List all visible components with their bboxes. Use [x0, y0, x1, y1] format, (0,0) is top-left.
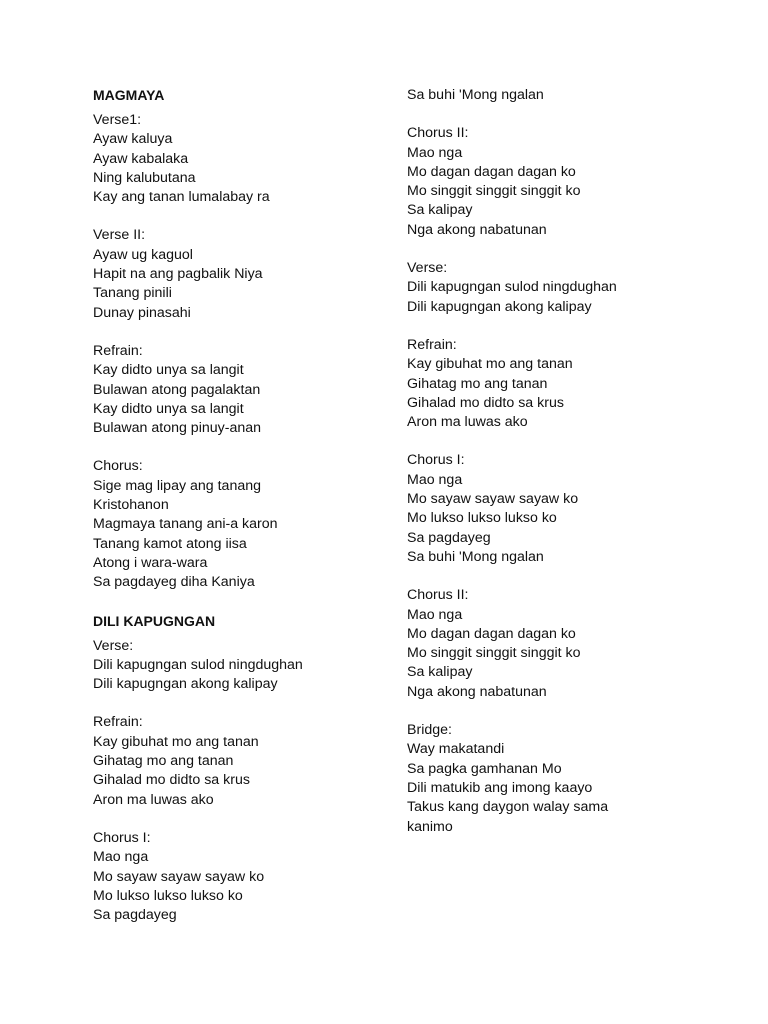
lyric-line: Dili kapugngan sulod ningdughan: [407, 279, 617, 296]
lyric-line: Ayaw kabalaka: [93, 150, 189, 167]
right-column: [407, 86, 707, 856]
lyric-line: Gihatag mo ang tanan: [93, 753, 234, 770]
lyric-line: Gihalad mo didto sa krus: [93, 772, 250, 789]
lyric-line: Kay didto unya sa langit: [93, 400, 244, 417]
lyric-line: Mo singgit singgit singgit ko: [407, 645, 581, 662]
lyrics-section: [407, 451, 707, 567]
section-label: Verse1:: [93, 112, 142, 128]
lyric-line: Bulawan atong pagalaktan: [93, 381, 261, 398]
lyric-line: Dili kapugngan akong kalipay: [407, 298, 592, 315]
lyric-line: Nga akong nabatunan: [407, 221, 547, 238]
lyric-line: Sa kalipay: [407, 202, 473, 219]
lyrics-section: [93, 637, 393, 695]
lyric-line: Mao nga: [407, 144, 463, 161]
lyric-line: Nga akong nabatunan: [407, 683, 547, 700]
lyric-line: Sa pagdayeg: [407, 529, 491, 546]
lyric-line: Mo sayaw sayaw sayaw ko: [93, 868, 265, 885]
lyric-line: Mo dagan dagan dagan ko: [407, 163, 576, 180]
lyric-line: Kay ang tanan lumalabay ra: [93, 189, 270, 206]
lyric-line: Dili matukib ang imong kaayo: [407, 779, 593, 796]
lyric-line: kanimo: [407, 818, 453, 835]
section-label: Refrain:: [407, 336, 457, 353]
section-label: Chorus II:: [407, 125, 469, 142]
lyric-line: Sige mag lipay ang tanang: [93, 477, 262, 494]
lyrics-section: [407, 721, 707, 837]
lyric-line: Atong i wara-wara: [93, 554, 208, 571]
lyric-line: Dunay pinasahi: [93, 304, 191, 321]
song-dili-kapugngan: [93, 612, 393, 926]
lyric-line: Sa kalipay: [407, 664, 473, 681]
section-label: Chorus I:: [407, 452, 465, 469]
lyric-line: Tanang pinili: [93, 285, 172, 302]
lyric-line: Mao nga: [407, 606, 463, 623]
lyric-line: Ayaw ug kaguol: [93, 246, 193, 263]
lyric-line: Mo sayaw sayaw sayaw ko: [407, 491, 579, 508]
lyrics-section: [93, 829, 393, 925]
lyric-line: Kay gibuhat mo ang tanan: [407, 356, 573, 373]
section-label: Verse II:: [93, 227, 146, 244]
lyrics-section: [93, 226, 393, 322]
lyric-line: Kristohanon: [93, 497, 169, 514]
section-label: Chorus II:: [407, 587, 469, 604]
lyric-line: Mo dagan dagan dagan ko: [407, 625, 576, 642]
lyric-line: Dili kapugngan akong kalipay: [93, 676, 278, 693]
section-label: Verse:: [407, 260, 448, 277]
left-column: [93, 86, 393, 944]
song-title: DILI KAPUGNGAN: [93, 612, 216, 629]
lyrics-section: [407, 86, 707, 105]
lyrics-section: [93, 457, 393, 592]
lyric-line: Mo lukso lukso lukso ko: [93, 887, 243, 904]
lyric-line: Dili kapugngan sulod ningdughan: [93, 656, 303, 673]
lyric-line: Hapit na ang pagbalik Niya: [93, 266, 263, 283]
section-label: Bridge:: [407, 722, 452, 739]
lyrics-section: [93, 111, 393, 207]
lyric-line: Sa pagka gamhanan Mo: [407, 760, 562, 777]
section-label: Chorus:: [93, 458, 143, 475]
song-title: MAGMAYA: [93, 87, 165, 103]
song-magmaya: [93, 86, 393, 593]
lyric-line: Sa buhi 'Mong ngalan: [407, 87, 544, 103]
lyrics-section: [93, 342, 393, 438]
lyrics-section: [407, 124, 707, 240]
section-label: Refrain:: [93, 714, 143, 731]
lyric-line: Aron ma luwas ako: [93, 791, 214, 808]
lyric-line: Mo singgit singgit singgit ko: [407, 183, 581, 200]
section-label: Chorus I:: [93, 829, 151, 846]
lyric-line: Ning kalubutana: [93, 169, 196, 186]
lyric-line: Bulawan atong pinuy-anan: [93, 420, 262, 437]
lyrics-section: [93, 713, 393, 809]
lyric-line: Tanang kamot atong iisa: [93, 535, 247, 552]
lyric-line: Gihalad mo didto sa krus: [407, 394, 564, 411]
lyric-line: Way makatandi: [407, 741, 505, 758]
lyric-line: Mao nga: [407, 471, 463, 488]
lyric-line: Kay didto unya sa langit: [93, 362, 244, 379]
lyric-line: Sa buhi 'Mong ngalan: [407, 548, 544, 565]
lyric-line: Magmaya tanang ani-a karon: [93, 516, 278, 533]
lyric-line: Sa pagdayeg diha Kaniya: [93, 574, 255, 591]
lyric-line: Mao nga: [93, 849, 149, 866]
section-label: Refrain:: [93, 342, 143, 359]
section-label: Verse:: [93, 637, 134, 654]
lyric-line: Kay gibuhat mo ang tanan: [93, 733, 259, 750]
lyric-line: Aron ma luwas ako: [407, 414, 528, 431]
lyric-line: Gihatag mo ang tanan: [407, 375, 548, 392]
lyric-line: Ayaw kaluya: [93, 131, 173, 148]
lyric-line: Sa pagdayeg: [93, 907, 177, 924]
lyrics-section: [407, 586, 707, 702]
lyrics-section: [407, 336, 707, 432]
lyrics-section: [407, 259, 707, 317]
lyric-line: Mo lukso lukso lukso ko: [407, 510, 557, 527]
lyric-line: Takus kang daygon walay sama: [407, 799, 609, 816]
